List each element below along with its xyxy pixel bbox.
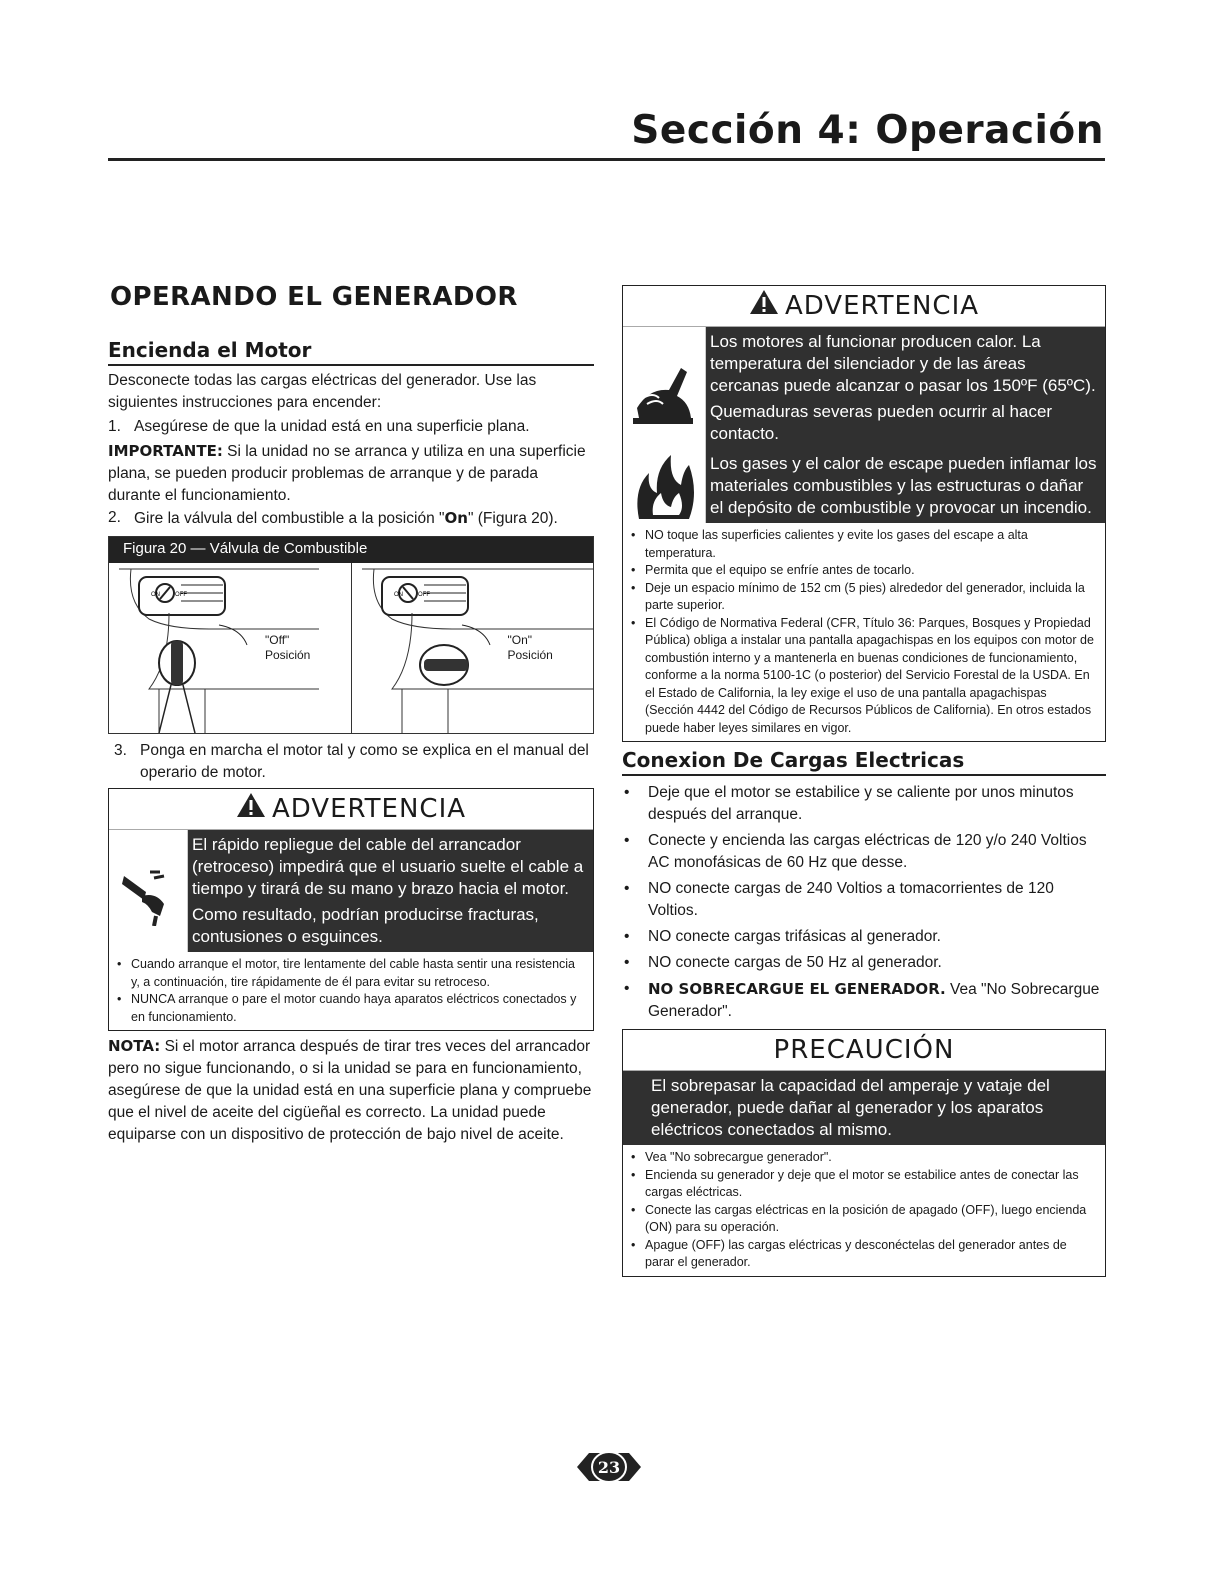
warning-text-3: Los gases y el calor de escape pueden inflamar los materiales combustibles y las estructuras o dañar el depósito de combustible y provocar un incendio. — [710, 454, 1097, 517]
warning-header — [109, 789, 593, 830]
warning-title: ADVERTENCIA — [784, 291, 980, 321]
list-item: • NUNCA arranque o pare el motor cuando haya aparatos eléctricos conectados y en funcionamiento. — [117, 991, 585, 1026]
on-keyword: On — [444, 509, 468, 527]
overload-text: Vea "No Sobrecargue Generador". — [648, 981, 1100, 1020]
warning-triangle-icon — [236, 790, 266, 830]
valve-off-text: OFF — [175, 592, 187, 598]
step-number: 2. — [108, 509, 121, 526]
nota-text — [108, 1035, 594, 1146]
valve-on-text: ON — [151, 592, 160, 598]
step2-pre: Gire la válvula del combustible a la posición " — [134, 510, 445, 527]
warning-text-1: El rápido repliegue del cable del arrancador (retroceso) impedirá que el usuario suelte el cable a tiempo y tirará de su mano y brazo hacia el motor. — [192, 835, 584, 898]
valve-off-text: OFF — [417, 592, 430, 598]
header-rule — [108, 158, 1105, 161]
warning-bullets — [623, 523, 1105, 741]
page-number: 23 — [597, 1458, 621, 1477]
heat-warning-message — [706, 327, 1105, 449]
valve-on-illustration — [352, 563, 594, 733]
overload-bold: NO SOBRECARGUE EL GENERADOR. — [648, 980, 946, 998]
right-column — [622, 285, 1106, 1277]
list-item: • Deje que el motor se estabilice y se caliente por unos minutos después del arranque. — [622, 782, 1106, 826]
warning-bullets — [109, 952, 593, 1030]
caution-header: PRECAUCIÓN — [623, 1030, 1105, 1071]
important-note — [108, 440, 594, 507]
step-text: Asegúrese de que la unidad está en una superficie plana. — [134, 418, 530, 435]
caution-message: El sobrepasar la capacidad del amperaje y vataje del generador, puede dañar al generador y los aparatos eléctricos conectados al mismo. — [623, 1071, 1105, 1145]
step-text — [134, 507, 558, 530]
recoil-hand-icon — [109, 830, 188, 952]
valve-off-panel — [109, 563, 352, 733]
fire-warning-message — [706, 449, 1105, 523]
list-item: • Vea "No sobrecargue generador". — [631, 1149, 1097, 1167]
caution-bullets — [623, 1145, 1105, 1276]
important-text: Si la unidad no se arranca y utiliza en una superficie plana, se pueden producir problemas de arranque y de parada durante el funcionamiento. — [108, 443, 586, 504]
list-item: • Encienda su generador y deje que el motor se estabilice antes de conectar las cargas eléctricas. — [631, 1167, 1097, 1202]
important-label: IMPORTANTE: — [108, 442, 223, 460]
warning-title: ADVERTENCIA — [271, 794, 467, 824]
list-item: • Conecte y encienda las cargas eléctricas de 120 y/o 240 Voltios AC monofásicas de 60 Hz que desse. — [622, 830, 1106, 874]
on-position-label — [508, 633, 553, 663]
off-position: Posición — [265, 648, 311, 662]
nota-label: NOTA: — [108, 1037, 161, 1055]
on-position: Posición — [507, 648, 553, 662]
connect-loads-list — [622, 782, 1106, 1023]
recoil-warning-box — [108, 788, 594, 1031]
list-item: • Deje un espacio mínimo de 152 cm (5 pies) alrededor del generador, incluida la parte superior. — [631, 580, 1097, 615]
off-position-label — [265, 633, 310, 663]
figure-caption: Figura 20 — Válvula de Combustible — [109, 537, 593, 563]
valve-on-panel — [352, 563, 594, 733]
step2-post: " (Figura 20). — [467, 510, 558, 527]
list-item: • NO conecte cargas trifásicas al generador. — [622, 926, 1106, 948]
warning-triangle-icon — [749, 287, 779, 327]
step-number: 1. — [108, 418, 121, 435]
step-text: Ponga en marcha el motor tal y como se explica en el manual del operario de motor. — [140, 742, 589, 781]
main-heading: OPERANDO EL GENERADOR — [110, 282, 518, 312]
list-item — [622, 978, 1106, 1023]
off-label: "Off" — [265, 633, 290, 647]
list-item: • Conecte las cargas eléctricas en la posición de apagado (OFF), luego encienda (ON) para su operación. — [631, 1202, 1097, 1237]
list-item: • NO conecte cargas de 50 Hz al generador. — [622, 952, 1106, 974]
list-item: • El Código de Normativa Federal (CFR, Título 36: Parques, Bosques y Propiedad Pública) obliga a instalar una pantalla apagachispas en los equipos con motor de combustión interno y a mantenerla en buenas condiciones de funcionamiento, conforme a la norma 5100-1C (o posterior) del Servicio Forestal de la USDA. En el Estado de California, la ley exige el uso de una pantalla apagachispas (Sección 4442 del Código de Recursos Públicos de California). En otros estados puede haber leyes similares en vigor. — [631, 615, 1097, 738]
connect-loads-heading: Conexion De Cargas Electricas — [622, 748, 1106, 776]
step-2 — [108, 507, 594, 530]
page-number-badge — [577, 1449, 641, 1485]
nota-body: Si el motor arranca después de tirar tres veces del arrancador pero no sigue funcionando, o si la unidad se para en funcionamiento, asegúrese de que la unidad está en una superficie plana y compruebe que el nivel de aceite del cigüeñal es correcto. La unidad puede equiparse con un dispositivo de protección de bajo nivel de aceite. — [108, 1038, 592, 1143]
list-item: • NO toque las superficies calientes y evite los gases del escape a alta temperatura. — [631, 527, 1097, 562]
fire-icon — [623, 449, 706, 523]
warning-text-2: Como resultado, podrían producirse fracturas, contusiones o esguinces. — [192, 905, 539, 946]
list-item: • Cuando arranque el motor, tire lentamente del cable hasta sentir una resistencia y, a continuación, tire rápidamente de él para evitar su retroceso. — [117, 956, 585, 991]
left-column — [108, 282, 594, 1146]
warning-header — [623, 286, 1105, 327]
warning-text-2: Quemaduras severas pueden ocurrir al hacer contacto. — [710, 402, 1053, 443]
step-number: 3. — [114, 742, 127, 759]
caution-box — [622, 1029, 1106, 1277]
step-1 — [108, 416, 594, 438]
list-item: • Permita que el equipo se enfríe antes de tocarlo. — [631, 562, 1097, 580]
list-item: • Apague (OFF) las cargas eléctricas y desconéctelas del generador antes de parar el generador. — [631, 1237, 1097, 1272]
figure-fuel-valve — [108, 536, 594, 734]
warning-message — [188, 830, 593, 952]
hot-surface-icon — [623, 327, 706, 449]
warning-text-1: Los motores al funcionar producen calor. La temperatura del silenciador y de las áreas cercanas puede alcanzar o pasar los 150ºF (65ºC). — [710, 332, 1096, 395]
list-item: • NO conecte cargas de 240 Voltios a tomacorrientes de 120 Voltios. — [622, 878, 1106, 922]
intro-text: Desconecte todas las cargas eléctricas del generador. Use las siguientes instrucciones para encender: — [108, 372, 537, 411]
step-3 — [114, 740, 594, 784]
on-label: "On" — [507, 633, 533, 647]
heat-warning-box — [622, 285, 1106, 742]
section-title: Sección 4: Operación — [631, 108, 1104, 153]
start-engine-heading: Encienda el Motor — [108, 338, 594, 366]
valve-on-text: ON — [393, 592, 403, 598]
